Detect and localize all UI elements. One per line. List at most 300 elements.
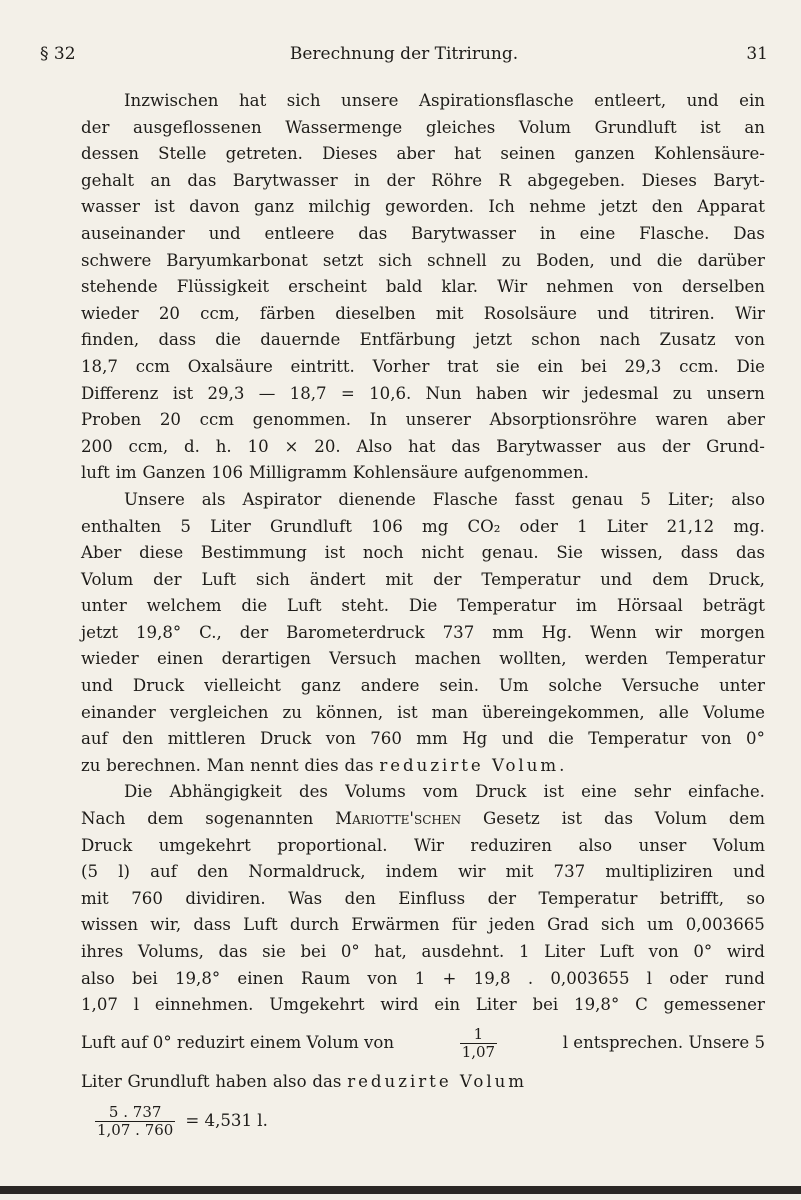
word: schwere <box>81 250 152 270</box>
word: × <box>284 436 299 456</box>
word: entleert, <box>594 91 667 110</box>
word: 1 <box>577 516 588 536</box>
word: abgegeben. <box>527 170 626 190</box>
word: Kohlensäure- <box>653 144 765 164</box>
word: oder <box>519 516 558 536</box>
word: gleiches <box>425 117 496 137</box>
word: und <box>600 569 633 589</box>
word: der <box>433 569 462 589</box>
word: Gesetz <box>482 809 540 829</box>
word: Temperatur <box>666 649 765 669</box>
word: trat <box>447 356 479 376</box>
word: h. <box>215 436 232 456</box>
word: In <box>369 410 387 430</box>
word: ccm <box>135 356 171 376</box>
word: um <box>647 915 674 935</box>
word: dauernde <box>260 330 341 350</box>
text-line <box>81 939 765 966</box>
word: Wir <box>413 835 444 855</box>
word: sie <box>262 942 286 961</box>
word: 0° <box>340 942 360 961</box>
text-line <box>81 248 765 275</box>
word: zu <box>672 383 693 403</box>
word: reduziren <box>470 835 552 855</box>
word: also <box>731 489 765 509</box>
word: dem <box>652 569 689 589</box>
word: also <box>272 1071 307 1091</box>
word: der <box>386 170 415 190</box>
word: titriren. <box>649 303 715 323</box>
word: man <box>431 702 468 722</box>
word: Was <box>288 888 323 908</box>
text-line <box>81 540 765 567</box>
word: Barometerdruck <box>286 622 425 642</box>
word: wissen, <box>600 543 663 563</box>
word: 20 <box>158 303 180 323</box>
word: genommen. <box>252 410 352 430</box>
word: sogenannten <box>205 809 314 829</box>
word: bei <box>581 356 607 376</box>
word: Vorher <box>372 356 430 376</box>
word: entleere <box>264 223 335 243</box>
word: Umgekehrt <box>269 995 365 1015</box>
word: Luft <box>201 569 237 589</box>
text-line <box>81 88 765 115</box>
text-line <box>81 327 765 354</box>
word: Druck <box>475 782 527 802</box>
word: ein <box>434 995 461 1015</box>
word: den <box>344 888 376 908</box>
word: Röhre <box>431 170 483 190</box>
word: nicht <box>421 543 464 563</box>
word: als <box>201 489 226 509</box>
word: von <box>367 968 398 988</box>
word: ihres <box>81 942 124 961</box>
text-line <box>81 221 765 248</box>
word: Wenn <box>589 622 637 642</box>
word: geworden. <box>384 197 474 217</box>
word: Die <box>124 782 153 802</box>
word: des <box>298 782 328 802</box>
word: Stelle <box>158 144 207 164</box>
word: hat <box>238 91 267 110</box>
word: 18,7 <box>81 356 118 376</box>
word: jedesmal <box>583 383 659 403</box>
word: Druck <box>81 835 133 855</box>
word: Barytwasser <box>232 170 338 190</box>
word: schon <box>531 330 581 350</box>
word: dem <box>147 809 184 829</box>
word: mg. <box>733 516 765 536</box>
text-line <box>81 301 765 328</box>
word: genau <box>571 489 624 509</box>
word: ganzen <box>574 144 635 164</box>
word: stehende <box>81 277 158 297</box>
word: in <box>354 170 371 190</box>
word: 0° <box>693 942 713 961</box>
word: derselben <box>681 277 765 297</box>
word: finden, <box>81 330 140 350</box>
word: CO₂ <box>467 516 501 536</box>
word: welchem <box>146 596 222 616</box>
word: unsere <box>341 91 399 110</box>
word: aber <box>396 144 435 164</box>
word: alle <box>658 702 689 722</box>
word: berechnen. <box>106 755 201 775</box>
word: ccm. <box>679 356 719 376</box>
word: betrifft, <box>659 888 724 908</box>
running-header <box>40 44 768 68</box>
word: luft <box>81 463 110 483</box>
word: setzt <box>322 250 364 270</box>
word: einfache. <box>688 782 765 802</box>
word: 0° <box>746 729 765 749</box>
word: wir <box>458 862 486 882</box>
word: 10,6. <box>369 383 412 403</box>
word: Volum <box>654 809 707 829</box>
word: von <box>325 729 356 749</box>
word: fasst <box>514 489 555 509</box>
word: indem <box>385 862 438 882</box>
word: Temperatur <box>538 888 638 908</box>
word: Raum <box>300 968 351 988</box>
word: mit <box>385 569 414 589</box>
word: ausdehnt. <box>421 942 505 961</box>
word: gemessener <box>663 995 765 1015</box>
word: haben <box>475 383 528 403</box>
word: diese <box>139 543 184 563</box>
text: l entsprechen. Unsere 5 <box>562 1033 765 1053</box>
word: Barytwasser <box>411 223 516 243</box>
word: Hörsaal <box>616 596 683 616</box>
word: Um <box>498 676 529 696</box>
word: von <box>734 330 765 350</box>
word: sich <box>286 91 321 110</box>
word: bei <box>300 942 327 961</box>
word: noch <box>362 543 404 563</box>
page-number: 31 <box>746 44 768 64</box>
word: beträgt <box>702 596 765 616</box>
word: ein <box>739 91 765 110</box>
word: nehme <box>529 197 586 217</box>
word: Milligramm <box>248 463 347 483</box>
word: aus <box>616 436 647 456</box>
word: 0,003655 <box>550 968 630 988</box>
word: hat <box>408 436 436 456</box>
word: l <box>646 968 653 988</box>
word: Sie <box>556 543 583 563</box>
word: aber <box>726 410 765 430</box>
word: und <box>81 676 113 696</box>
word: sie <box>496 356 520 376</box>
text: Luft auf 0° reduzirt einem Volum von <box>81 1033 395 1053</box>
word: 106 <box>211 463 244 483</box>
word: jeden <box>488 915 535 935</box>
text-line <box>81 833 765 860</box>
word: übereingekommen, <box>482 702 645 722</box>
text-line <box>81 806 765 833</box>
text-line <box>81 966 765 993</box>
word: milchig <box>308 197 371 217</box>
word: — <box>258 383 276 403</box>
word: dass <box>158 330 196 350</box>
word: mit <box>435 303 464 323</box>
word: ausgeflossenen <box>132 117 262 137</box>
word: 18,7 <box>289 383 327 403</box>
word: Druck, <box>708 569 765 589</box>
word: Volum <box>712 835 765 855</box>
word: multipliziren <box>605 862 713 882</box>
word: nach <box>599 330 641 350</box>
word: Volums <box>345 782 406 802</box>
text-line <box>81 168 765 195</box>
spaced-term: reduzirte Volum <box>347 1071 528 1091</box>
word: der <box>81 117 110 137</box>
word: 29,3 <box>207 383 245 403</box>
word: seinen <box>500 144 556 164</box>
word: mit <box>505 862 534 882</box>
word: Volum <box>81 569 134 589</box>
word: erscheint <box>288 277 367 297</box>
word: ist <box>397 702 418 722</box>
word: dies <box>304 755 339 775</box>
word: Grundluft <box>127 1071 210 1091</box>
word: 760 <box>131 888 163 908</box>
word: Luft <box>599 942 635 961</box>
text-line <box>81 407 765 434</box>
denominator: 1,07 <box>461 1043 496 1062</box>
word: Apparat <box>697 197 765 217</box>
word: können, <box>315 702 384 722</box>
word: Inzwischen <box>124 91 219 110</box>
word: Hg. <box>541 622 573 642</box>
word: der <box>661 436 691 456</box>
word: Grundluft <box>269 516 352 536</box>
word: waren <box>655 410 709 430</box>
fraction-line <box>81 1019 765 1069</box>
word: vergleichen <box>169 702 269 722</box>
word: Hg <box>462 729 488 749</box>
word: darüber <box>697 250 765 270</box>
word: 200 <box>81 436 113 456</box>
text-line <box>81 753 765 780</box>
word: so <box>746 888 765 908</box>
word: auseinander <box>81 223 185 243</box>
word: d. <box>183 436 200 456</box>
word: auf <box>150 862 177 882</box>
word: 737 <box>553 862 586 882</box>
word: C., <box>199 622 222 642</box>
word: wollten, <box>499 649 567 669</box>
text-line <box>81 912 765 939</box>
word: Flasche <box>432 489 498 509</box>
word: Rosolsäure <box>483 303 577 323</box>
word: Nach <box>81 809 126 829</box>
word: Abhängigkeit <box>169 782 282 802</box>
word: 0,003665 <box>685 915 765 935</box>
text-line <box>81 381 765 408</box>
word: einen <box>237 968 284 988</box>
word: ändert <box>309 569 366 589</box>
word: 106 <box>371 516 403 536</box>
word: derartigen <box>221 649 311 669</box>
word: von <box>701 729 732 749</box>
formula <box>81 1095 765 1147</box>
section-number: § 32 <box>40 44 76 64</box>
word: wird <box>726 942 765 961</box>
word: wieder <box>81 649 139 669</box>
word: Die <box>736 356 765 376</box>
word: Wir <box>734 303 765 323</box>
word: andere <box>360 676 420 696</box>
word: Grundluft <box>594 117 677 137</box>
word: das <box>344 755 374 775</box>
word: den <box>122 729 154 749</box>
word: mittleren <box>167 729 246 749</box>
word: enthalten <box>81 516 162 536</box>
word: an <box>150 170 171 190</box>
word: 19,8° <box>135 622 182 642</box>
word: bei <box>532 995 559 1015</box>
word: Entfärbung <box>359 330 456 350</box>
word: Dieses <box>322 144 378 164</box>
text-line <box>81 593 765 620</box>
word: unter <box>719 676 765 696</box>
word: ist <box>543 782 565 802</box>
word: 20. <box>314 436 341 456</box>
word: ganz <box>300 676 341 696</box>
word: ist <box>324 543 346 563</box>
word: l) <box>118 862 130 882</box>
word: jetzt <box>600 197 638 217</box>
word: umgekehrt <box>158 835 251 855</box>
word: Druck <box>132 676 185 696</box>
word: der <box>239 622 269 642</box>
text-line <box>81 673 765 700</box>
word: vielleicht <box>204 676 281 696</box>
word: eine <box>579 223 616 243</box>
word: von <box>648 942 679 961</box>
word: zu <box>282 702 302 722</box>
word: 1,07 <box>81 995 118 1015</box>
word: morgen <box>700 622 765 642</box>
word: durch <box>289 915 340 935</box>
word: Luft <box>243 915 278 935</box>
word: jetzt <box>81 622 119 642</box>
word: Zusatz <box>659 330 716 350</box>
word: das <box>358 223 388 243</box>
word: Volum <box>518 117 572 137</box>
word: das <box>187 170 217 190</box>
word: 760 <box>370 729 402 749</box>
word: 5 <box>640 489 651 509</box>
word: von <box>632 277 663 297</box>
text-line <box>81 487 765 514</box>
word: = <box>340 383 355 403</box>
word: Nun <box>425 383 462 403</box>
scan-edge <box>0 1186 801 1194</box>
word: sehr <box>633 782 671 802</box>
word: wir <box>654 622 683 642</box>
word: dessen <box>81 144 139 164</box>
word: das <box>312 1071 342 1091</box>
word: auf <box>81 729 108 749</box>
word: Grund- <box>706 436 765 456</box>
word: also <box>578 835 613 855</box>
word: l <box>133 995 140 1015</box>
numerator: 1 <box>473 1025 484 1044</box>
word: getreten. <box>225 144 303 164</box>
word: bald <box>385 277 423 297</box>
word: dem <box>728 809 765 829</box>
text-line <box>81 859 765 886</box>
word: das <box>735 543 765 563</box>
denominator: 1,07 . 760 <box>97 1120 174 1139</box>
word: den <box>651 197 683 217</box>
word: Wassermenge <box>285 117 403 137</box>
word: wieder <box>81 303 139 323</box>
word: dass <box>193 915 231 935</box>
word: genau. <box>481 543 539 563</box>
word: Temperatur <box>588 729 688 749</box>
word: 19,8° <box>174 968 221 988</box>
word: Dieses <box>641 170 697 190</box>
word: Liter <box>606 516 648 536</box>
word: Das <box>733 223 765 243</box>
word: eine <box>581 782 617 802</box>
text-line <box>81 194 765 221</box>
word: eintritt. <box>290 356 355 376</box>
word: Liter <box>81 1071 122 1091</box>
word: 5 <box>180 516 191 536</box>
word: haben <box>215 1071 268 1091</box>
word: . <box>527 968 534 988</box>
word: dass <box>680 543 719 563</box>
word: sich <box>601 915 635 935</box>
word: Die <box>408 596 438 616</box>
word: Wir <box>497 277 528 297</box>
word: zu <box>81 755 101 775</box>
text-line <box>81 726 765 753</box>
word: oder <box>669 968 708 988</box>
text-line <box>81 460 765 487</box>
word: Man <box>206 755 245 775</box>
word: Absorptionsröhre <box>489 410 637 430</box>
word: der <box>153 569 182 589</box>
word: Liter; <box>667 489 715 509</box>
word: 19,8 <box>473 968 511 988</box>
word: Unsere <box>124 489 185 509</box>
word: Kohlensäure <box>352 463 459 483</box>
fraction <box>460 1026 497 1061</box>
word: und <box>732 862 765 882</box>
word: unter <box>81 596 127 616</box>
word: proportional. <box>277 835 388 855</box>
word: Baryumkarbonat <box>166 250 308 270</box>
person-name: Mariotte'schen <box>335 809 462 829</box>
word: Bestimmung <box>200 543 307 563</box>
word: und <box>208 223 241 243</box>
word: steht. <box>341 596 390 616</box>
body-text <box>81 88 765 1147</box>
word: Oxalsäure <box>187 356 273 376</box>
word: 19,8° <box>574 995 620 1015</box>
word: Baryt- <box>713 170 765 190</box>
word: Aber <box>81 543 122 563</box>
numerator: 5 . 737 <box>108 1102 162 1121</box>
word: das <box>451 436 481 456</box>
word: ist <box>154 197 175 217</box>
